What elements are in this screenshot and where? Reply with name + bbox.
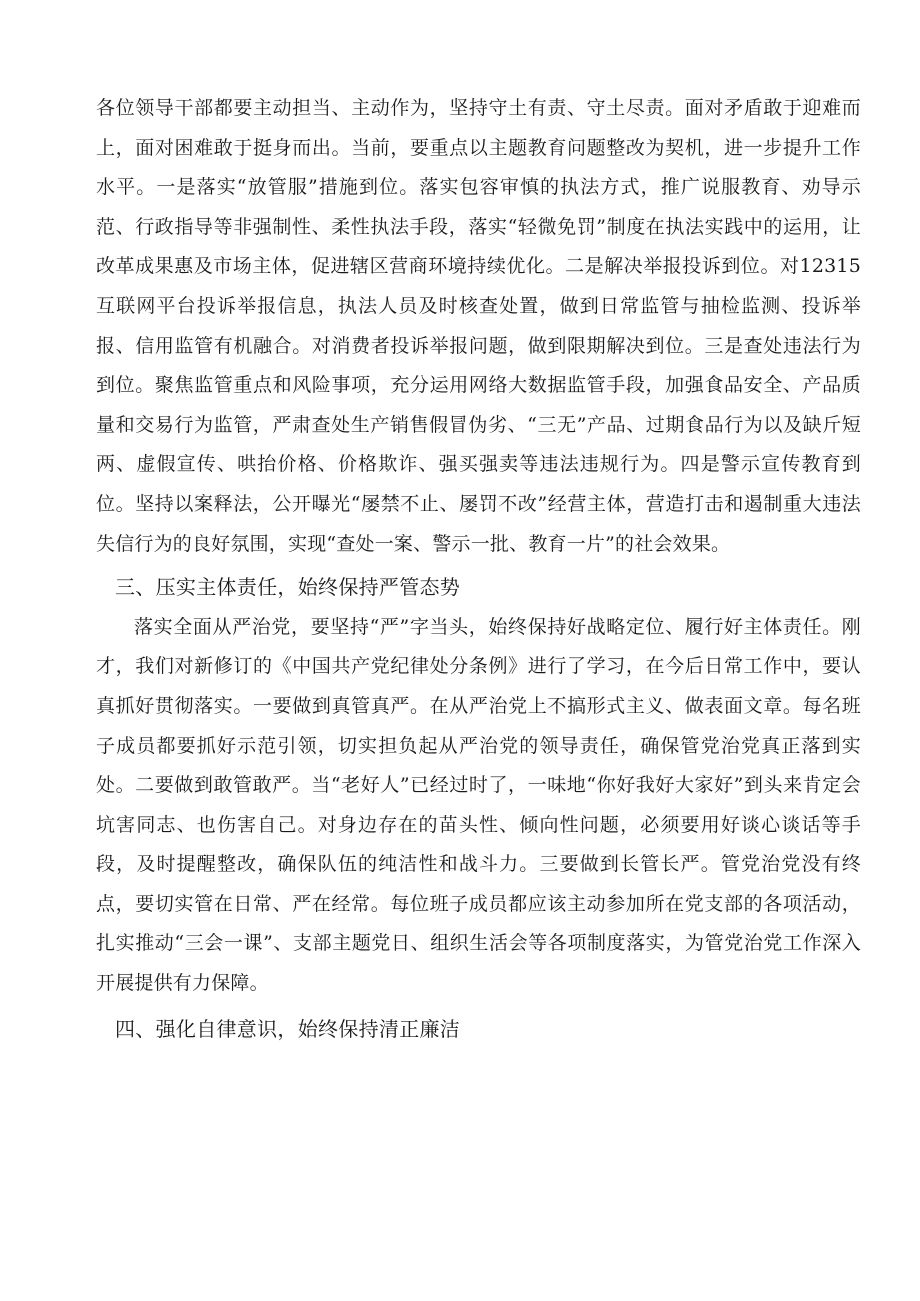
body-paragraph-section-3: 落实全面从严治党，要坚持“严”字当头，始终保持好战略定位、履行好主体责任。刚才，我们对新修订的《中国共产党纪律处分条例》进行了学习，在今后日常工作中，要认真抓好贯彻落实。一要做到真管真严。在从严治党上不搞形式主义、做表面文章。每名班子成员都要抓好示范引领，切实担负起从严治党的领导责任，确保管党治党真正落到实处。二要做到敢管敢严。当“老好人”已经过时了，一味地“你好我好大家好”到头来肯定会坑害同志、也伤害自己。对身边存在的苗头性、倾向性问题，必须要用好谈心谈话等手段，及时提醒整改，确保队伍的纯洁性和战斗力。三要做到长管长严。管党治党没有终点，要切实管在日常、严在经常。每位班子成员都应该主动参加所在党支部的各项活动，扎实推动“三会一课”、支部主题党日、组织生活会等各项制度落实，为管党治党工作深入开展提供有力保障。 [96, 615, 861, 995]
document-body [96, 89, 861, 1049]
section-heading-4: 四、强化自律意识，始终保持清正廉洁 [115, 1016, 461, 1041]
body-paragraph-continued: 各位领导干部都要主动担当、主动作为，坚持守土有责、守土尽责。面对矛盾敢于迎难而上，面对困难敢于挺身而出。当前，要重点以主题教育问题整改为契机，进一步提升工作水平。一是落实“放管服”措施到位。落实包容审慎的执法方式，推广说服教育、劝导示范、行政指导等非强制性、柔性执法手段，落实“轻微免罚”制度在执法实践中的运用，让改革成果惠及市场主体，促进辖区营商环境持续优化。二是解决举报投诉到位。对12315互联网平台投诉举报信息，执法人员及时核查处置，做到日常监管与抽检监测、投诉举报、信用监管有机融合。对消费者投诉举报问题，做到限期解决到位。三是查处违法行为到位。聚焦监管重点和风险事项，充分运用网络大数据监管手段，加强食品安全、产品质量和交易行为监管，严肃查处生产销售假冒伪劣、“三无”产品、过期食品行为以及缺斤短两、虚假宣传、哄抬价格、价格欺诈、强买强卖等违法违规行为。四是警示宣传教育到位。坚持以案释法，公开曝光“屡禁不止、屡罚不改”经营主体，营造打击和遏制重大违法失信行为的良好氛围，实现“查处一案、警示一批、教育一片”的社会效果。 [96, 97, 861, 555]
section-heading-3: 三、压实主体责任，始终保持严管态势 [115, 575, 461, 600]
